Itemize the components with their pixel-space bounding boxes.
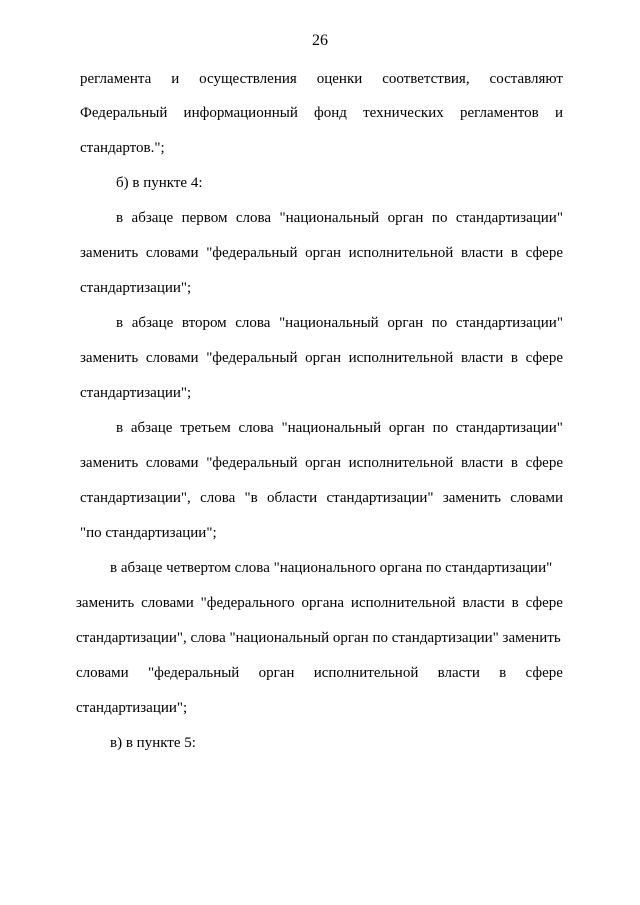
word: "национальный bbox=[279, 210, 380, 226]
word: технических bbox=[363, 105, 444, 121]
word: Федеральный bbox=[80, 105, 168, 121]
word: власти bbox=[460, 455, 504, 471]
word: словами bbox=[145, 455, 199, 471]
word: "федерального bbox=[200, 595, 295, 611]
word: сфере bbox=[525, 455, 563, 471]
text-line-14: "по стандартизации"; bbox=[80, 525, 217, 541]
word: сфере bbox=[525, 245, 563, 261]
word: стандартизации" bbox=[455, 315, 563, 331]
word: исполнительной bbox=[350, 595, 456, 611]
word: заменить bbox=[442, 490, 501, 506]
word: "в bbox=[244, 490, 258, 506]
text-line-2 bbox=[80, 104, 563, 122]
word: исполнительной bbox=[313, 665, 419, 681]
word: в bbox=[510, 245, 518, 261]
word: словами bbox=[141, 595, 194, 611]
word: исполнительной bbox=[348, 350, 454, 366]
word: "федеральный bbox=[206, 350, 298, 366]
word: по bbox=[432, 420, 449, 436]
word: третьем bbox=[180, 420, 231, 436]
text-line-10: стандартизации"; bbox=[80, 385, 192, 401]
word: по bbox=[431, 315, 448, 331]
word: заменить bbox=[80, 350, 139, 366]
word: слова bbox=[200, 490, 236, 506]
word: в bbox=[510, 350, 518, 366]
word: орган bbox=[258, 665, 295, 681]
word: орган bbox=[305, 245, 342, 261]
text-line-7: стандартизации"; bbox=[80, 280, 192, 296]
word: первом bbox=[181, 210, 228, 226]
word: абзаце bbox=[130, 420, 173, 436]
word: слова bbox=[235, 210, 272, 226]
word: орган bbox=[305, 455, 342, 471]
word: стандартизации" bbox=[455, 420, 563, 436]
word: заменить bbox=[76, 595, 135, 611]
text-line-3: стандартов."; bbox=[80, 140, 165, 156]
word: сфере bbox=[525, 350, 563, 366]
word: области bbox=[267, 490, 318, 506]
word: орган bbox=[387, 210, 424, 226]
word: в bbox=[499, 665, 507, 681]
word: словами bbox=[145, 245, 199, 261]
word: "федеральный bbox=[206, 245, 298, 261]
word: в bbox=[116, 315, 124, 331]
word: словами bbox=[510, 490, 563, 506]
word: регламента bbox=[80, 71, 152, 87]
word: "национальный bbox=[279, 315, 379, 331]
word: исполнительной bbox=[348, 245, 454, 261]
word: в bbox=[511, 595, 519, 611]
text-line-4: б) в пункте 4: bbox=[116, 175, 203, 191]
word: словами bbox=[145, 350, 199, 366]
text-line-19: стандартизации"; bbox=[76, 700, 188, 716]
text-line-12 bbox=[80, 454, 563, 472]
word: оценки bbox=[316, 71, 363, 87]
word: по bbox=[431, 210, 448, 226]
word: власти bbox=[460, 245, 504, 261]
word: составляют bbox=[489, 71, 563, 87]
word: регламентов bbox=[459, 105, 539, 121]
word: осуществления bbox=[199, 71, 297, 87]
text-line-11 bbox=[116, 419, 563, 437]
word: власти bbox=[462, 595, 505, 611]
word: и bbox=[554, 105, 563, 121]
word: словами bbox=[76, 665, 129, 681]
word: в bbox=[116, 420, 124, 436]
word: орган bbox=[387, 315, 424, 331]
word: информационный bbox=[183, 105, 298, 121]
word: исполнительной bbox=[348, 455, 454, 471]
word: власти bbox=[460, 350, 504, 366]
word: абзаце bbox=[131, 210, 174, 226]
word: стандартизации" bbox=[326, 490, 434, 506]
word: орган bbox=[388, 420, 425, 436]
word: втором bbox=[181, 315, 227, 331]
text-line-8 bbox=[116, 314, 563, 332]
word: слова bbox=[238, 420, 274, 436]
page-number: 26 bbox=[312, 32, 328, 49]
word: сфере bbox=[525, 665, 563, 681]
text-line-9 bbox=[80, 349, 563, 367]
text-line-16 bbox=[76, 594, 563, 612]
word: в bbox=[510, 455, 518, 471]
text-line-6 bbox=[80, 244, 563, 262]
text-line-20: в) в пункте 5: bbox=[110, 735, 196, 751]
word: "национальный bbox=[281, 420, 382, 436]
text-line-13 bbox=[80, 489, 563, 507]
word: стандартизации" bbox=[455, 210, 563, 226]
text-line-15: в абзаце четвертом слова "национального органа по стандартизации" bbox=[110, 560, 553, 576]
word: сфере bbox=[525, 595, 563, 611]
word: слова bbox=[235, 315, 271, 331]
word: и bbox=[171, 71, 180, 87]
word: орган bbox=[305, 350, 342, 366]
word: абзаце bbox=[131, 315, 174, 331]
word: власти bbox=[437, 665, 480, 681]
word: фонд bbox=[314, 105, 347, 121]
text-line-5 bbox=[116, 209, 563, 227]
word: стандартизации", bbox=[80, 490, 191, 506]
word: органа bbox=[301, 595, 345, 611]
word: "федеральный bbox=[147, 665, 240, 681]
text-line-17: стандартизации", слова "национальный орган по стандартизации" заменить bbox=[76, 630, 561, 646]
word: "федеральный bbox=[206, 455, 298, 471]
text-line-1 bbox=[80, 70, 563, 88]
word: заменить bbox=[80, 455, 139, 471]
text-line-18 bbox=[76, 664, 563, 682]
word: заменить bbox=[80, 245, 139, 261]
word: в bbox=[116, 210, 124, 226]
word: соответствия, bbox=[382, 71, 470, 87]
